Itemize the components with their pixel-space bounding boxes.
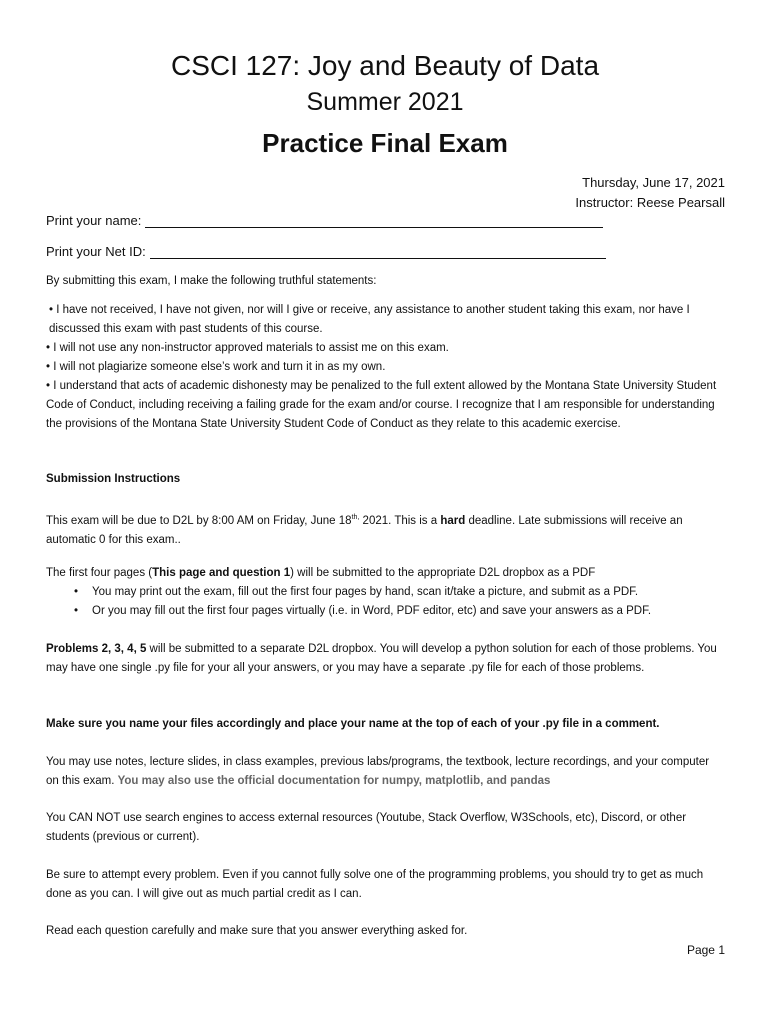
name-field xyxy=(46,213,603,228)
problems-text: will be submitted to a separate D2L dropbox. You will develop a python solution for each of those problems. You may have one single .py file for your all your answers, or you may have a separate .py file for each of those problems. xyxy=(46,643,717,674)
naming-instruction: Make sure you name your files accordingly and place your name at the top of each of your .py file in a comment. xyxy=(46,718,660,730)
allowed-text: You may use notes, lecture slides, in class examples, previous labs/programs, the textbook, lecture recordings, and your computer on this exam. xyxy=(46,756,710,787)
exam-date: Thursday, June 17, 2021 xyxy=(582,175,725,190)
problems-bold: Problems 2, 3, 4, 5 xyxy=(46,643,147,655)
name-label: Print your name: xyxy=(46,213,142,228)
due-text: This exam will be due to D2L by 8:00 AM on Friday, June 18 xyxy=(46,514,352,527)
netid-field xyxy=(46,244,606,259)
name-line[interactable] xyxy=(145,215,603,228)
due-paragraph xyxy=(46,508,724,550)
first-pages-paragraph xyxy=(46,564,724,621)
netid-label: Print your Net ID: xyxy=(46,244,146,259)
statement-item: • I will not use any non-instructor approved materials to assist me on this exam. xyxy=(46,342,449,354)
option-item xyxy=(46,602,724,621)
first-pages-text-end: ) will be submitted to the appropriate D2L dropbox as a PDF xyxy=(290,567,596,579)
option-text: Or you may fill out the first four pages virtually (i.e. in Word, PDF editor, etc) and save your answers as a PDF. xyxy=(92,605,652,617)
term-title: Summer 2021 xyxy=(306,88,464,116)
due-hard: hard xyxy=(440,514,466,527)
due-text-mid: 2021. This is a xyxy=(359,514,441,527)
allowed-docs: You may also use the official documentation for numpy, matplotlib, and pandas xyxy=(117,775,551,787)
course-title: CSCI 127: Joy and Beauty of Data xyxy=(170,50,600,81)
attempt-paragraph: Be sure to attempt every problem. Even if you cannot fully solve one of the programming problems, you should try to get as much done as you can. I will give out as much partial credit as I can. xyxy=(46,869,704,900)
bullet-icon: • xyxy=(73,605,78,617)
read-paragraph: Read each question carefully and make sure that you answer everything asked for. xyxy=(46,925,468,937)
first-pages-bold: This page and question 1 xyxy=(152,567,291,579)
page-number: Page 1 xyxy=(686,943,725,957)
statement-item: • I have not received, I have not given, nor will I give or receive, any assistance to another student taking this exam, nor have I discussed this exam with past students of this course. xyxy=(49,304,690,335)
option-text: You may print out the exam, fill out the first four pages by hand, scan it/take a picture, and submit as a PDF. xyxy=(92,586,639,598)
instructor: Instructor: Reese Pearsall xyxy=(575,195,725,210)
statement-item: • I will not plagiarize someone else’s work and turn it in as my own. xyxy=(46,361,386,373)
exam-title: Practice Final Exam xyxy=(262,128,508,158)
problems-paragraph xyxy=(46,640,724,678)
statement-item: • I understand that acts of academic dishonesty may be penalized to the full extent allowed by the Montana State University Student Code of Conduct, including receiving a failing grade for the exam and/or course. I recognize that I am responsible for understanding the provisions of the Montana State University Student Code of Conduct as they relate to this academic exercise. xyxy=(46,380,717,430)
netid-line[interactable] xyxy=(150,246,606,259)
due-superscript: th, xyxy=(351,514,360,521)
not-allowed-paragraph: You CAN NOT use search engines to access external resources (Youtube, Stack Overflow, W3Schools, etc), Discord, or other students (previous or current). xyxy=(46,812,687,843)
allowed-paragraph xyxy=(46,753,724,791)
first-pages-text: The first four pages ( xyxy=(46,567,153,579)
bullet-icon: • xyxy=(73,586,78,598)
due-text-end: deadline. Late submissions will receive an automatic 0 for this exam.. xyxy=(46,514,683,546)
statements-list xyxy=(46,301,724,434)
statements-intro: By submitting this exam, I make the following truthful statements: xyxy=(46,275,377,287)
submission-heading: Submission Instructions xyxy=(46,473,181,485)
option-item xyxy=(46,583,724,602)
